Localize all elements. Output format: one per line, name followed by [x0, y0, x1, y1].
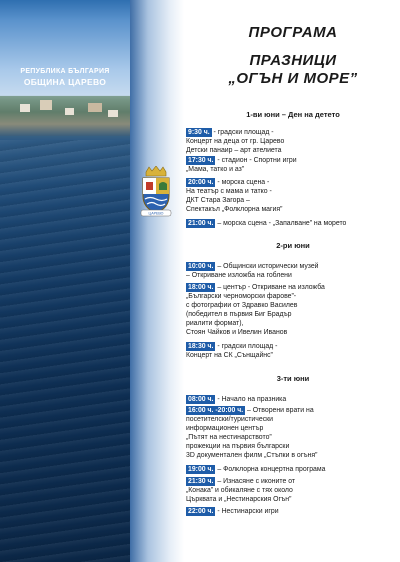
- coat-of-arms-icon: [137, 166, 175, 218]
- event-time: 21:30 ч.: [188, 478, 214, 485]
- house: [108, 110, 118, 117]
- event-text: Детски панаир – арт ателиета: [186, 147, 282, 155]
- event-text: прожекции на първия български: [186, 443, 290, 451]
- title-program: ПРОГРАМА: [248, 24, 338, 41]
- event-text: с фотографии от Здравко Василев: [186, 302, 298, 310]
- region-country: РЕПУБЛИКА БЪЛГАРИЯ: [20, 68, 110, 75]
- event-time: 9:30 ч.: [188, 129, 210, 136]
- event-item: [186, 395, 400, 404]
- day-heading: 2-ри юни: [276, 241, 310, 250]
- crest-ribbon-text: ЦАРЕВО: [148, 211, 164, 216]
- event-text: – Общински исторически музей: [215, 263, 319, 270]
- event-text: - стадион - Спортни игри: [215, 157, 297, 164]
- event-item: [186, 477, 400, 504]
- event-text: информационен център: [186, 425, 264, 433]
- event-text: „Конака” и обикаляне с тях около: [186, 487, 293, 495]
- event-time: 16:00 ч. -20:00 ч.: [188, 407, 244, 414]
- event-text: На театър с мама и татко -: [186, 188, 272, 196]
- event-item: [186, 342, 400, 360]
- house: [40, 100, 52, 110]
- event-text: – център - Откриване на изложба: [215, 284, 325, 291]
- event-text: (победител в първия Биг Брадър: [186, 311, 292, 319]
- event-item: [186, 283, 400, 338]
- event-text: - Начало на празника: [215, 396, 287, 403]
- event-item: [186, 262, 400, 280]
- region-municipality: ОБЩИНА ЦАРЕВО: [23, 77, 107, 87]
- event-text: - градски площад -: [211, 129, 274, 136]
- house: [88, 103, 102, 112]
- gradient-stripe: [130, 0, 184, 562]
- event-text: – Откриване изложба на гоблени: [186, 272, 292, 280]
- event-time: 19:00 ч.: [188, 466, 214, 473]
- event-text: „Пътят на нестинарството”: [186, 434, 272, 442]
- day-heading: 3-ти юни: [276, 374, 310, 383]
- event-time: 10:00 ч.: [188, 263, 214, 270]
- event-item: [186, 178, 400, 214]
- region-label: [0, 68, 130, 87]
- event-item: [186, 507, 400, 516]
- event-text: – Отворени врати на: [245, 407, 314, 414]
- event-text: риалити формат),: [186, 320, 244, 328]
- event-item: [186, 219, 400, 228]
- event-time: 17:30 ч.: [188, 157, 214, 164]
- event-text: Концерт на деца от гр. Царево: [186, 138, 285, 146]
- event-text: ДКТ Стара Загора –: [186, 197, 250, 205]
- event-text: – Изнасяне с иконите от: [215, 478, 296, 485]
- event-text: – морска сцена - „Запалване” на морето: [215, 220, 347, 227]
- title-holidays: ПРАЗНИЦИ: [249, 52, 337, 69]
- day-heading: 1-ви юни – Ден на детето: [246, 110, 340, 119]
- event-item: [186, 156, 400, 174]
- event-item: [186, 465, 400, 474]
- house: [65, 108, 74, 115]
- event-item: [186, 406, 400, 461]
- event-item: [186, 128, 400, 155]
- event-text: Спектакъл „Фолклорна магия”: [186, 206, 283, 214]
- event-text: - Нестинарски игри: [215, 508, 279, 515]
- event-time: 08:00 ч.: [188, 396, 214, 403]
- event-text: „Български черноморски фарове”-: [186, 293, 297, 301]
- event-time: 21:00 ч.: [188, 220, 214, 227]
- event-time: 18:00 ч.: [188, 284, 214, 291]
- event-text: посетителски/туристически: [186, 416, 274, 424]
- event-time: 22:00 ч.: [188, 508, 214, 515]
- event-text: – Фолклорна концертна програма: [215, 466, 326, 473]
- event-text: „Мама, татко и аз”: [186, 166, 245, 174]
- event-time: 20:00 ч.: [188, 179, 214, 186]
- event-text: Стоян Чайков и Ивелин Иванов: [186, 329, 288, 337]
- title-fire-and-sea: „ОГЪН И МОРЕ”: [228, 70, 358, 87]
- event-text: - градски площад -: [215, 343, 278, 350]
- event-text: Концерт на СК „Сънщайнс”: [186, 352, 273, 360]
- house: [20, 104, 30, 112]
- event-text: Църквата и „Нестинарския Огън”: [186, 496, 292, 504]
- event-text: 3D документален филм „Стъпки в огъня”: [186, 452, 318, 460]
- event-time: 18:30 ч.: [188, 343, 214, 350]
- event-text: - морска сцена -: [215, 179, 270, 186]
